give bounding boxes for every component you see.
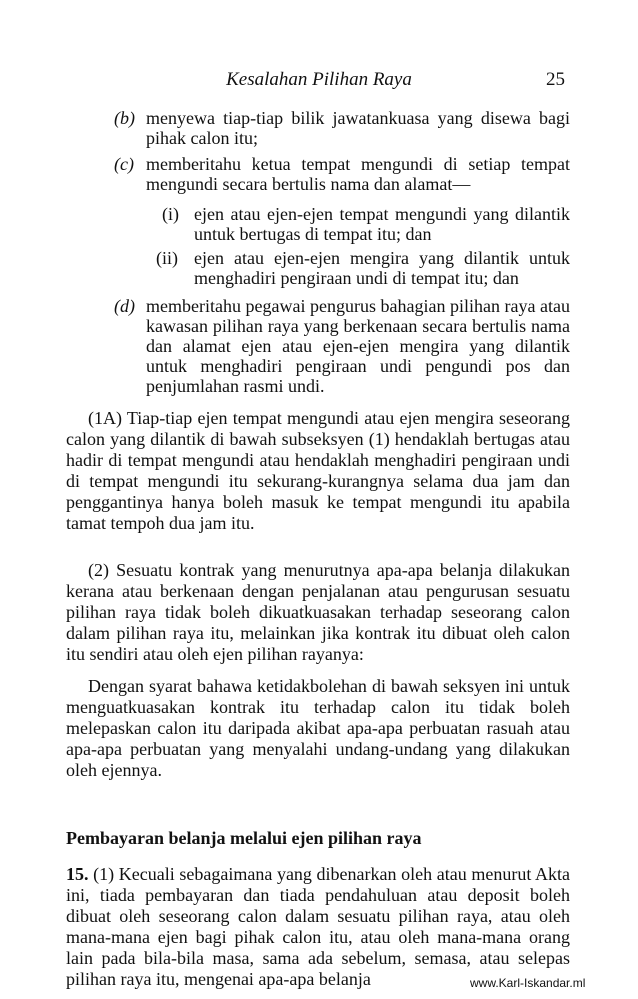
list-subitem-ii xyxy=(156,248,570,288)
page-number: 25 xyxy=(546,69,565,90)
item-text: memberitahu ketua tempat mengundi di setiap tempat mengundi secara bertulis nama dan alamat— xyxy=(146,154,570,194)
item-label: (c) xyxy=(114,154,134,174)
subitem-label: (i) xyxy=(162,204,179,224)
list-item-b xyxy=(114,108,570,148)
proviso-paragraph xyxy=(66,676,570,781)
paragraph-1a xyxy=(66,408,570,534)
paragraph-text: (1A) Tiap-tiap ejen tempat mengundi atau ejen mengira seseorang calon yang dilantik di bawah subseksyen (1) hendaklah bertugas atau hadir di tempat mengundi atau hendaklah menghadiri pengiraan undi di tempat mengundi itu sekurang-kurangnya selama dua jam dan penggantinya hanya boleh masuk ke tempat mengundi itu apabila tamat tempoh dua jam itu. xyxy=(66,408,570,533)
item-text: menyewa tiap-tiap bilik jawatankuasa yang disewa bagi pihak calon itu; xyxy=(146,108,570,148)
running-title: Kesalahan Pilihan Raya xyxy=(226,69,412,90)
subitem-label: (ii) xyxy=(156,248,178,268)
subitem-text: ejen atau ejen-ejen tempat mengundi yang dilantik untuk bertugas di tempat itu; dan xyxy=(194,204,570,244)
section-15-paragraph xyxy=(66,864,570,990)
item-label: (b) xyxy=(114,108,135,128)
section-number: 15. xyxy=(66,864,89,884)
footer-url: www.Karl-Iskandar.ml xyxy=(470,976,586,990)
list-item-d xyxy=(114,296,570,396)
paragraph-text: Dengan syarat bahawa ketidakbolehan di bawah seksyen ini untuk menguatkuasakan kontrak itu terhadap calon itu tidak boleh melepaskan calon itu daripada akibat apa-apa perbuatan rasuah atau apa-apa perbuatan yang menyalahi undang-undang yang dilakukan oleh ejennya. xyxy=(66,676,570,780)
paragraph-2 xyxy=(66,560,570,665)
paragraph-text: (2) Sesuatu kontrak yang menurutnya apa-apa belanja dilakukan kerana atau berkenaan dengan penjalanan atau pengurusan sesuatu pilihan raya tidak boleh dikuatkuasakan terhadap seseorang calon dalam pilihan raya itu, melainkan jika kontrak itu dibuat oleh calon itu sendiri atau oleh ejen pilihan rayanya: xyxy=(66,560,570,664)
section-text: (1) Kecuali sebagaimana yang dibenarkan oleh atau menurut Akta ini, tiada pembayaran dan tiada pendahuluan atau deposit boleh dibuat oleh seseorang calon dalam sesuatu pilihan raya, atau oleh mana-mana ejen bagi pihak calon itu, atau oleh mana-mana orang lain pada bila-bila masa, sama ada sebelum, semasa, atau selepas pilihan raya itu, mengenai apa-apa belanja xyxy=(66,864,570,989)
section-heading: Pembayaran belanja melalui ejen pilihan raya xyxy=(66,828,422,848)
list-subitem-i xyxy=(156,204,570,244)
list-item-c xyxy=(114,154,570,194)
item-text: memberitahu pegawai pengurus bahagian pilihan raya atau kawasan pilihan raya yang berkenaan secara bertulis nama dan alamat ejen atau ejen-ejen mengira yang dilantik untuk menghadiri pengiraan undi pengundi pos dan penjumlahan rasmi undi. xyxy=(146,296,570,396)
item-label: (d) xyxy=(114,296,135,316)
subitem-text: ejen atau ejen-ejen mengira yang dilantik untuk menghadiri pengiraan undi di tempat itu; dan xyxy=(194,248,570,288)
